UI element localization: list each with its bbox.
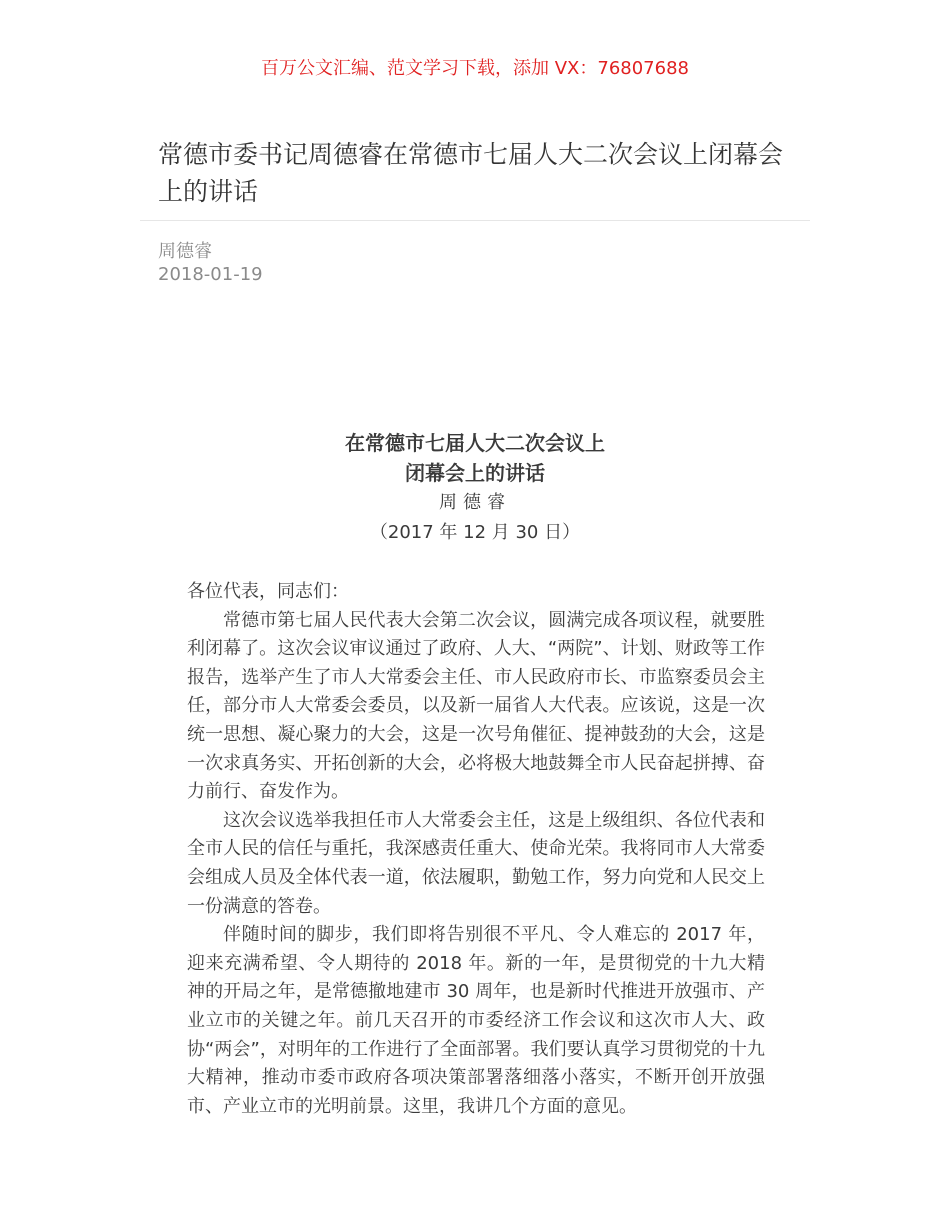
speech-body	[187, 578, 765, 1121]
article-meta	[158, 240, 263, 286]
speech-title-line-1: 在常德市七届人大二次会议上	[345, 431, 605, 455]
speech-date: （2017 年 12 月 30 日）	[369, 522, 581, 543]
speech-paragraph: 这次会议选举我担任市人大常委会主任，这是上级组织、各位代表和全市人民的信任与重托，我深感责任重大、使命光荣。我将同市人大常委会组成人员及全体代表一道，依法履职，勤勉工作，努力向党和人民交上一份满意的答卷。	[187, 809, 765, 917]
article-author: 周德睿	[158, 241, 212, 262]
speech-title-line-2: 闭幕会上的讲话	[405, 461, 545, 485]
promo-banner: 百万公文汇编、范文学习下载，添加 VX：76807688	[261, 58, 689, 79]
speech-salutation: 各位代表，同志们：	[187, 581, 349, 602]
speech-heading	[0, 428, 950, 548]
speech-paragraph: 伴随时间的脚步，我们即将告别很不平凡、令人难忘的 2017 年，迎来充满希望、令人期待的 2018 年。新的一年，是贯彻党的十九大精神的开局之年，是常德撤地建市 30 周年，也是新时代推进开放强市、产业立市的关键之年。前几天召开的市委经济工作会议和这次市人大、政协“两会”，对明年的工作进行了全面部署。我们要认真学习贯彻党的十九大精神，推动市委市政府各项决策部署落细落小落实，不断开创开放强市、产业立市的光明前景。这里，我讲几个方面的意见。	[187, 924, 765, 1117]
article-title: 常德市委书记周德睿在常德市七届人大二次会议上闭幕会上的讲话	[158, 140, 784, 206]
speech-paragraph: 常德市第七届人民代表大会第二次会议，圆满完成各项议程，就要胜利闭幕了。这次会议审议通过了政府、人大、“两院”、计划、财政等工作报告，选举产生了市人大常委会主任、市人民政府市长、市监察委员会主任，部分市人大常委会委员，以及新一届省人大代表。应该说，这是一次统一思想、凝心聚力的大会，这是一次号角催征、提神鼓劲的大会，这是一次求真务实、开拓创新的大会，必将极大地鼓舞全市人民奋起拼搏、奋力前行、奋发作为。	[187, 609, 765, 803]
title-divider	[140, 220, 810, 221]
article-date: 2018-01-19	[158, 264, 263, 285]
speech-author: 周德睿	[439, 492, 511, 513]
